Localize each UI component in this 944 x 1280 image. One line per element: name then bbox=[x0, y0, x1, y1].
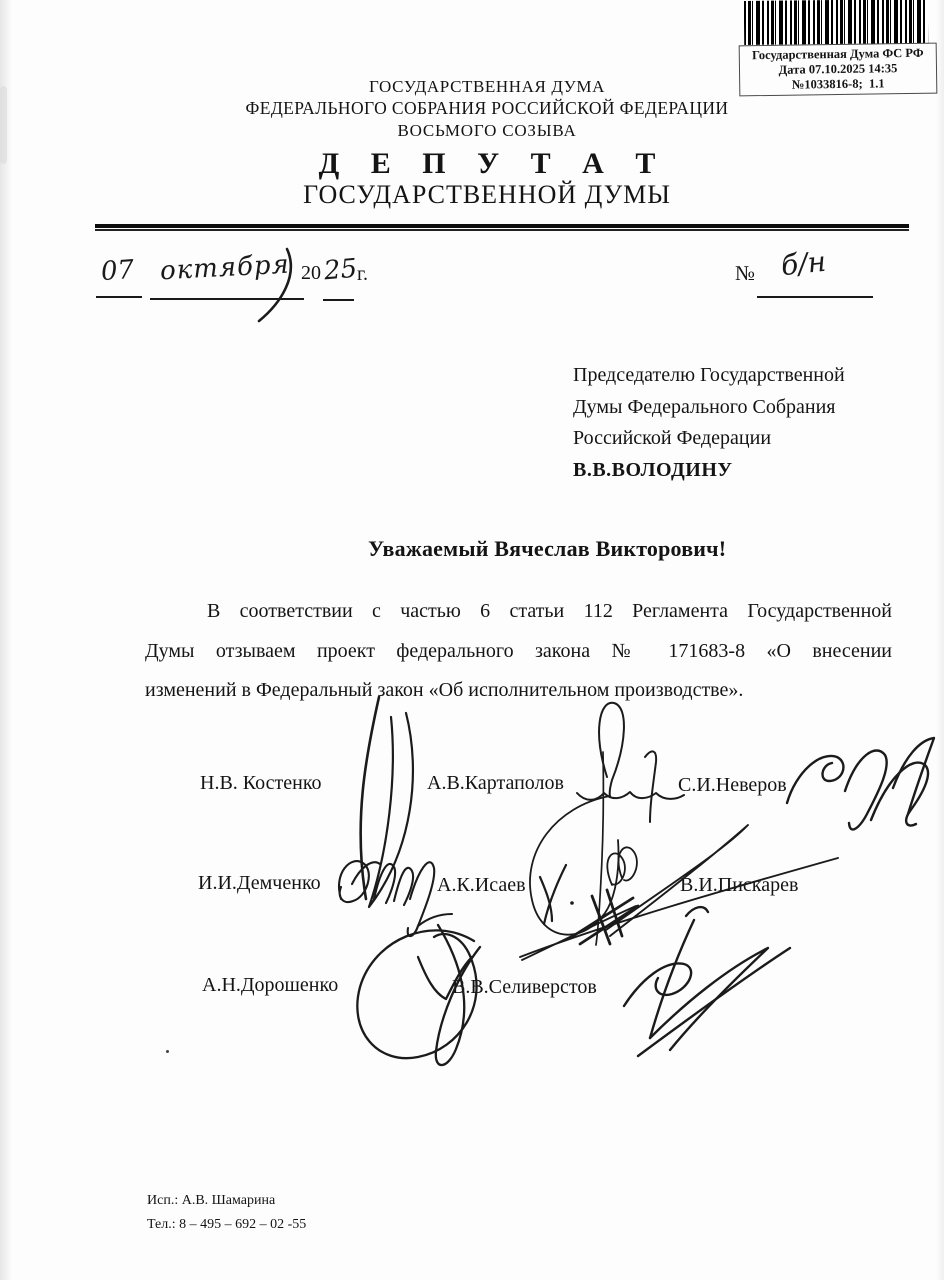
stamp-date: Дата 07.10.2025 14:35 bbox=[778, 61, 898, 77]
letterhead-line2: ФЕДЕРАЛЬНОГО СОБРАНИЯ РОССИЙСКОЙ ФЕДЕРАЦИИ bbox=[245, 98, 729, 118]
letterhead bbox=[15, 76, 944, 209]
signature-neverov-ink bbox=[787, 738, 934, 829]
addressee-block bbox=[573, 360, 845, 486]
handwritten-year: 25 bbox=[322, 253, 359, 287]
letterhead-subtitle: ГОСУДАРСТВЕННОЙ ДУМЫ bbox=[303, 180, 671, 209]
signature-kostenko-ink bbox=[361, 697, 413, 907]
date-suffix: г. bbox=[357, 263, 368, 285]
ink-speck bbox=[166, 1050, 169, 1053]
letterhead-line1: ГОСУДАРСТВЕННАЯ ДУМА bbox=[369, 77, 605, 96]
signatory-seliverstov: В.В.Селиверстов bbox=[452, 976, 597, 998]
scan-smudge bbox=[0, 86, 7, 164]
signatory-doroshenko: А.Н.Дорошенко bbox=[202, 974, 339, 996]
signature-isaev-ink bbox=[540, 865, 574, 924]
signature-demchenko-ink bbox=[339, 861, 452, 936]
handwritten-month: октября bbox=[159, 249, 291, 287]
signatory-isaev: А.К.Исаев bbox=[437, 874, 526, 896]
body-line3: изменений в Федеральный закон «Об исполнительном производстве». bbox=[145, 679, 744, 701]
phone-line: Тел.: 8 – 495 – 692 – 02 -55 bbox=[147, 1217, 307, 1232]
date-underline-month bbox=[150, 298, 304, 300]
handwritten-number: б/н bbox=[779, 244, 828, 283]
body-line2: Думы отзываем проект федерального закона № 171683-8 «О внесении bbox=[145, 639, 892, 662]
footer-block bbox=[147, 1189, 306, 1237]
addressee-line3: Российской Федерации bbox=[573, 427, 772, 449]
signatory-demchenko: И.И.Демченко bbox=[198, 872, 321, 894]
signature-seliverstov-ink bbox=[624, 907, 790, 1056]
date-underline-day bbox=[96, 296, 142, 298]
barcode bbox=[744, 0, 928, 45]
body-paragraph bbox=[145, 592, 892, 711]
signatory-kartapolov: А.В.Картаполов bbox=[427, 772, 564, 794]
signatory-piskarev: В.И.Пискарев bbox=[680, 874, 799, 896]
printed-century: 20 bbox=[301, 262, 321, 284]
scan-edge-left bbox=[0, 0, 12, 1280]
number-underline bbox=[757, 296, 873, 298]
number-sign: № bbox=[735, 261, 756, 285]
letterhead-line3: ВОСЬМОГО СОЗЫВА bbox=[397, 121, 577, 140]
body-line1: В соответствии с частью 6 статьи 112 Регламента Государственной bbox=[207, 600, 892, 622]
addressee-line1: Председателю Государственной bbox=[573, 364, 845, 386]
addressee-line2: Думы Федерального Собрания bbox=[573, 395, 836, 418]
signatory-neverov: С.И.Неверов bbox=[678, 774, 787, 796]
signature-kartapolov-ink bbox=[530, 703, 684, 945]
stamp-number: №1033816-8; 1.1 bbox=[791, 76, 885, 92]
header-divider bbox=[95, 224, 909, 231]
stamp-org: Государственная Дума ФС РФ bbox=[751, 45, 924, 63]
executor-line: Исп.: А.В. Шамарина bbox=[147, 1193, 276, 1208]
signatory-kostenko: Н.В. Костенко bbox=[200, 772, 322, 794]
letterhead-title: Д Е П У Т А Т bbox=[318, 147, 668, 180]
addressee-name: В.В.ВОЛОДИНУ bbox=[573, 458, 733, 481]
salutation: Уважаемый Вячеслав Викторович! bbox=[368, 536, 727, 561]
handwritten-day: 07 bbox=[99, 254, 136, 288]
date-underline-year bbox=[323, 299, 354, 301]
